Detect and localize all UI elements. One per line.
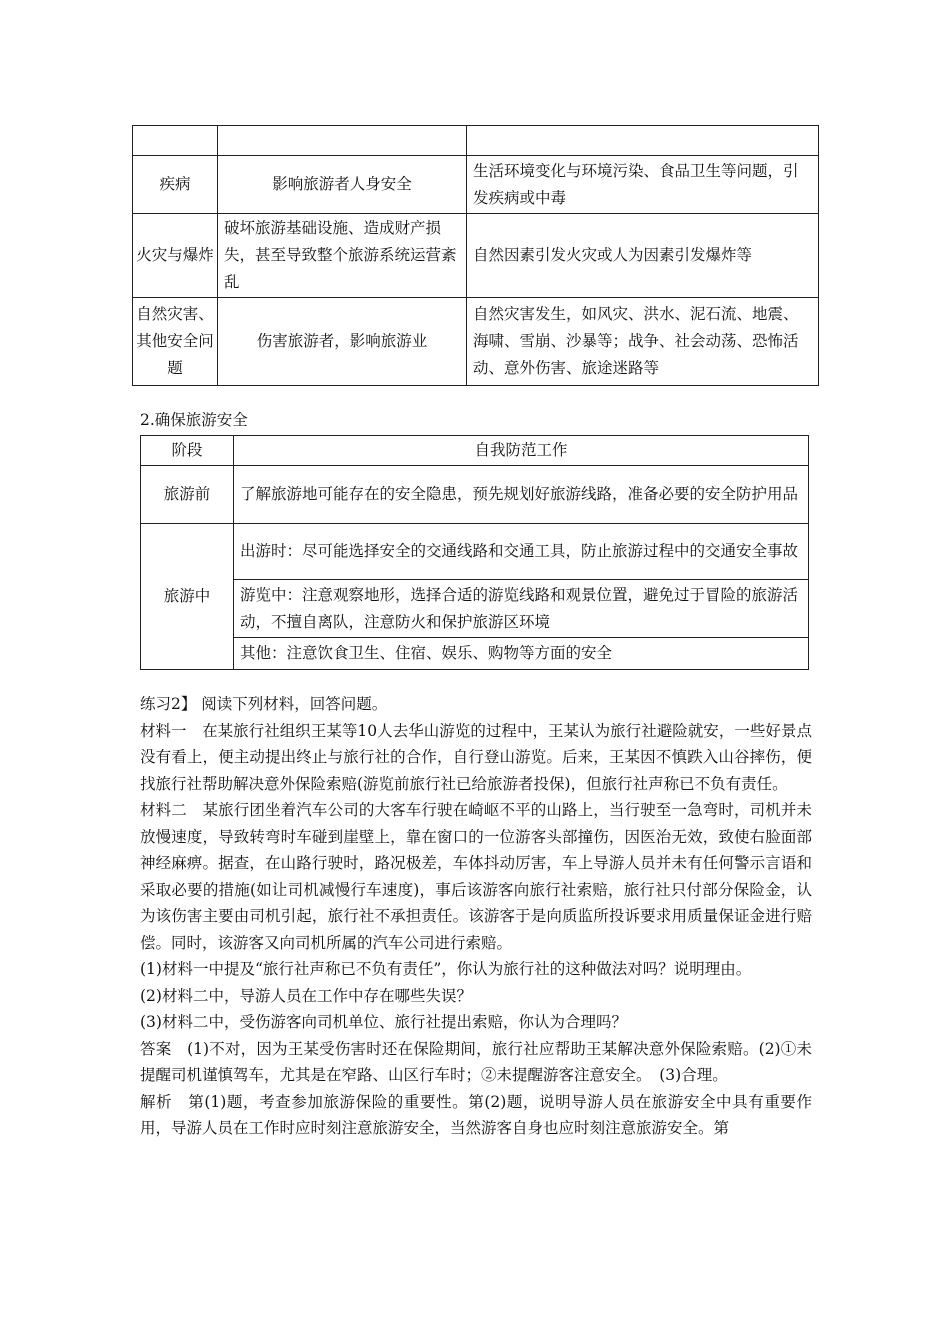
material-2: 材料二 某旅行团坐着汽车公司的大客车行驶在崎岖不平的山路上，当行驶至一急弯时，司机并未放慢速度，导致转弯时车碰到崖壁上，靠在窗口的一位游客头部撞伤，因医治无效，致使右脸面部神经麻痹。据查，在山路行驶时，路况极差，车体抖动厉害，车上导游人员并未有任何警示言语和采取必要的措施(如让司机减慢行车速度)，事后该游客向旅行社索赔，旅行社只付部分保险金，认为该伤害主要由司机引起，旅行社不承担责任。该游客于是向质监所投诉要求用质量保证金进行赔偿。同时，该游客又向司机所属的汽车公司进行索赔。	[140, 801, 812, 952]
table-cell	[133, 126, 218, 156]
table-row	[141, 580, 809, 638]
table-cell: 旅游中	[141, 524, 234, 670]
table-cell: 自然因素引发火灾或人为因素引发爆炸等	[467, 214, 819, 298]
material-1: 材料一 在某旅行社组织王某等10人去华山游览的过程中，王某认为旅行社避险就安，一些好景点没有看上，便主动提出终止与旅行社的合作，自行登山游览。后来，王某因不慎跌入山谷摔伤，便找旅行社帮助解决意外保险索赔(游览前旅行社已给旅游者投保)，但旅行社声称已不负有责任。	[140, 721, 812, 793]
question-1: (1)材料一中提及“旅行社声称已不负有责任”，你认为旅行社的这种做法对吗？说明理由。	[140, 960, 752, 978]
table-cell: 影响旅游者人身安全	[218, 156, 467, 214]
exercise-content	[140, 691, 812, 1142]
exercise-intro: 练习2】 阅读下列材料，回答问题。	[140, 695, 388, 713]
table-cell: 旅游前	[141, 466, 234, 524]
table-header: 阶段	[141, 436, 234, 466]
answer: 答案 (1)不对，因为王某受伤害时还在保险期间，旅行社应帮助王某解决意外保险索赔。(2)①未提醒司机谨慎驾车，尤其是在窄路、山区行车时；②未提醒游客注意安全。 (3)合理。	[140, 1039, 812, 1084]
table-row	[141, 466, 809, 524]
table-cell: 伤害旅游者，影响旅游业	[218, 298, 467, 386]
table-row	[141, 524, 809, 580]
table-cell: 生活环境变化与环境污染、食品卫生等问题，引发疾病或中毒	[467, 156, 819, 214]
table-cell: 游览中：注意观察地形，选择合适的游览线路和观景位置，避免过于冒险的旅游活动，不擅自离队，注意防火和保护旅游区环境	[234, 580, 809, 638]
question-3: (3)材料二中，受伤游客向司机单位、旅行社提出索赔，你认为合理吗？	[140, 1013, 627, 1031]
table-row	[141, 436, 809, 466]
table-row	[133, 126, 819, 156]
analysis: 解析 第(1)题，考查参加旅游保险的重要性。第(2)题，说明导游人员在旅游安全中具有重要作用，导游人员在工作时应时刻注意旅游安全，当然游客自身也应时刻注意旅游安全。第	[140, 1092, 812, 1137]
table-cell: 自然灾害、其他安全问题	[133, 298, 218, 386]
table-cell	[467, 126, 819, 156]
table-row	[133, 156, 819, 214]
table-cell: 破坏旅游基础设施、造成财产损失，甚至导致整个旅游系统运营紊乱	[218, 214, 467, 298]
table-row	[133, 298, 819, 386]
safety-table	[140, 435, 809, 670]
table-cell: 其他：注意饮食卫生、住宿、娱乐、购物等方面的安全	[234, 638, 809, 670]
section-title: 2.确保旅游安全	[140, 411, 248, 429]
table-header: 自我防范工作	[234, 436, 809, 466]
table-cell	[218, 126, 467, 156]
question-2: (2)材料二中，导游人员在工作中存在哪些失误？	[140, 986, 472, 1005]
table-cell: 疾病	[133, 156, 218, 214]
table-row	[133, 214, 819, 298]
table-cell: 出游时：尽可能选择安全的交通线路和交通工具，防止旅游过程中的交通安全事故	[234, 524, 809, 580]
hazard-table	[132, 125, 819, 386]
table-row	[141, 638, 809, 670]
table-cell: 自然灾害发生，如风灾、洪水、泥石流、地震、海啸、雪崩、沙暴等；战争、社会动荡、恐怖活动、意外伤害、旅途迷路等	[467, 298, 819, 386]
table-cell: 火灾与爆炸	[133, 214, 218, 298]
table-cell: 了解旅游地可能存在的安全隐患，预先规划好旅游线路，准备必要的安全防护用品	[234, 466, 809, 524]
